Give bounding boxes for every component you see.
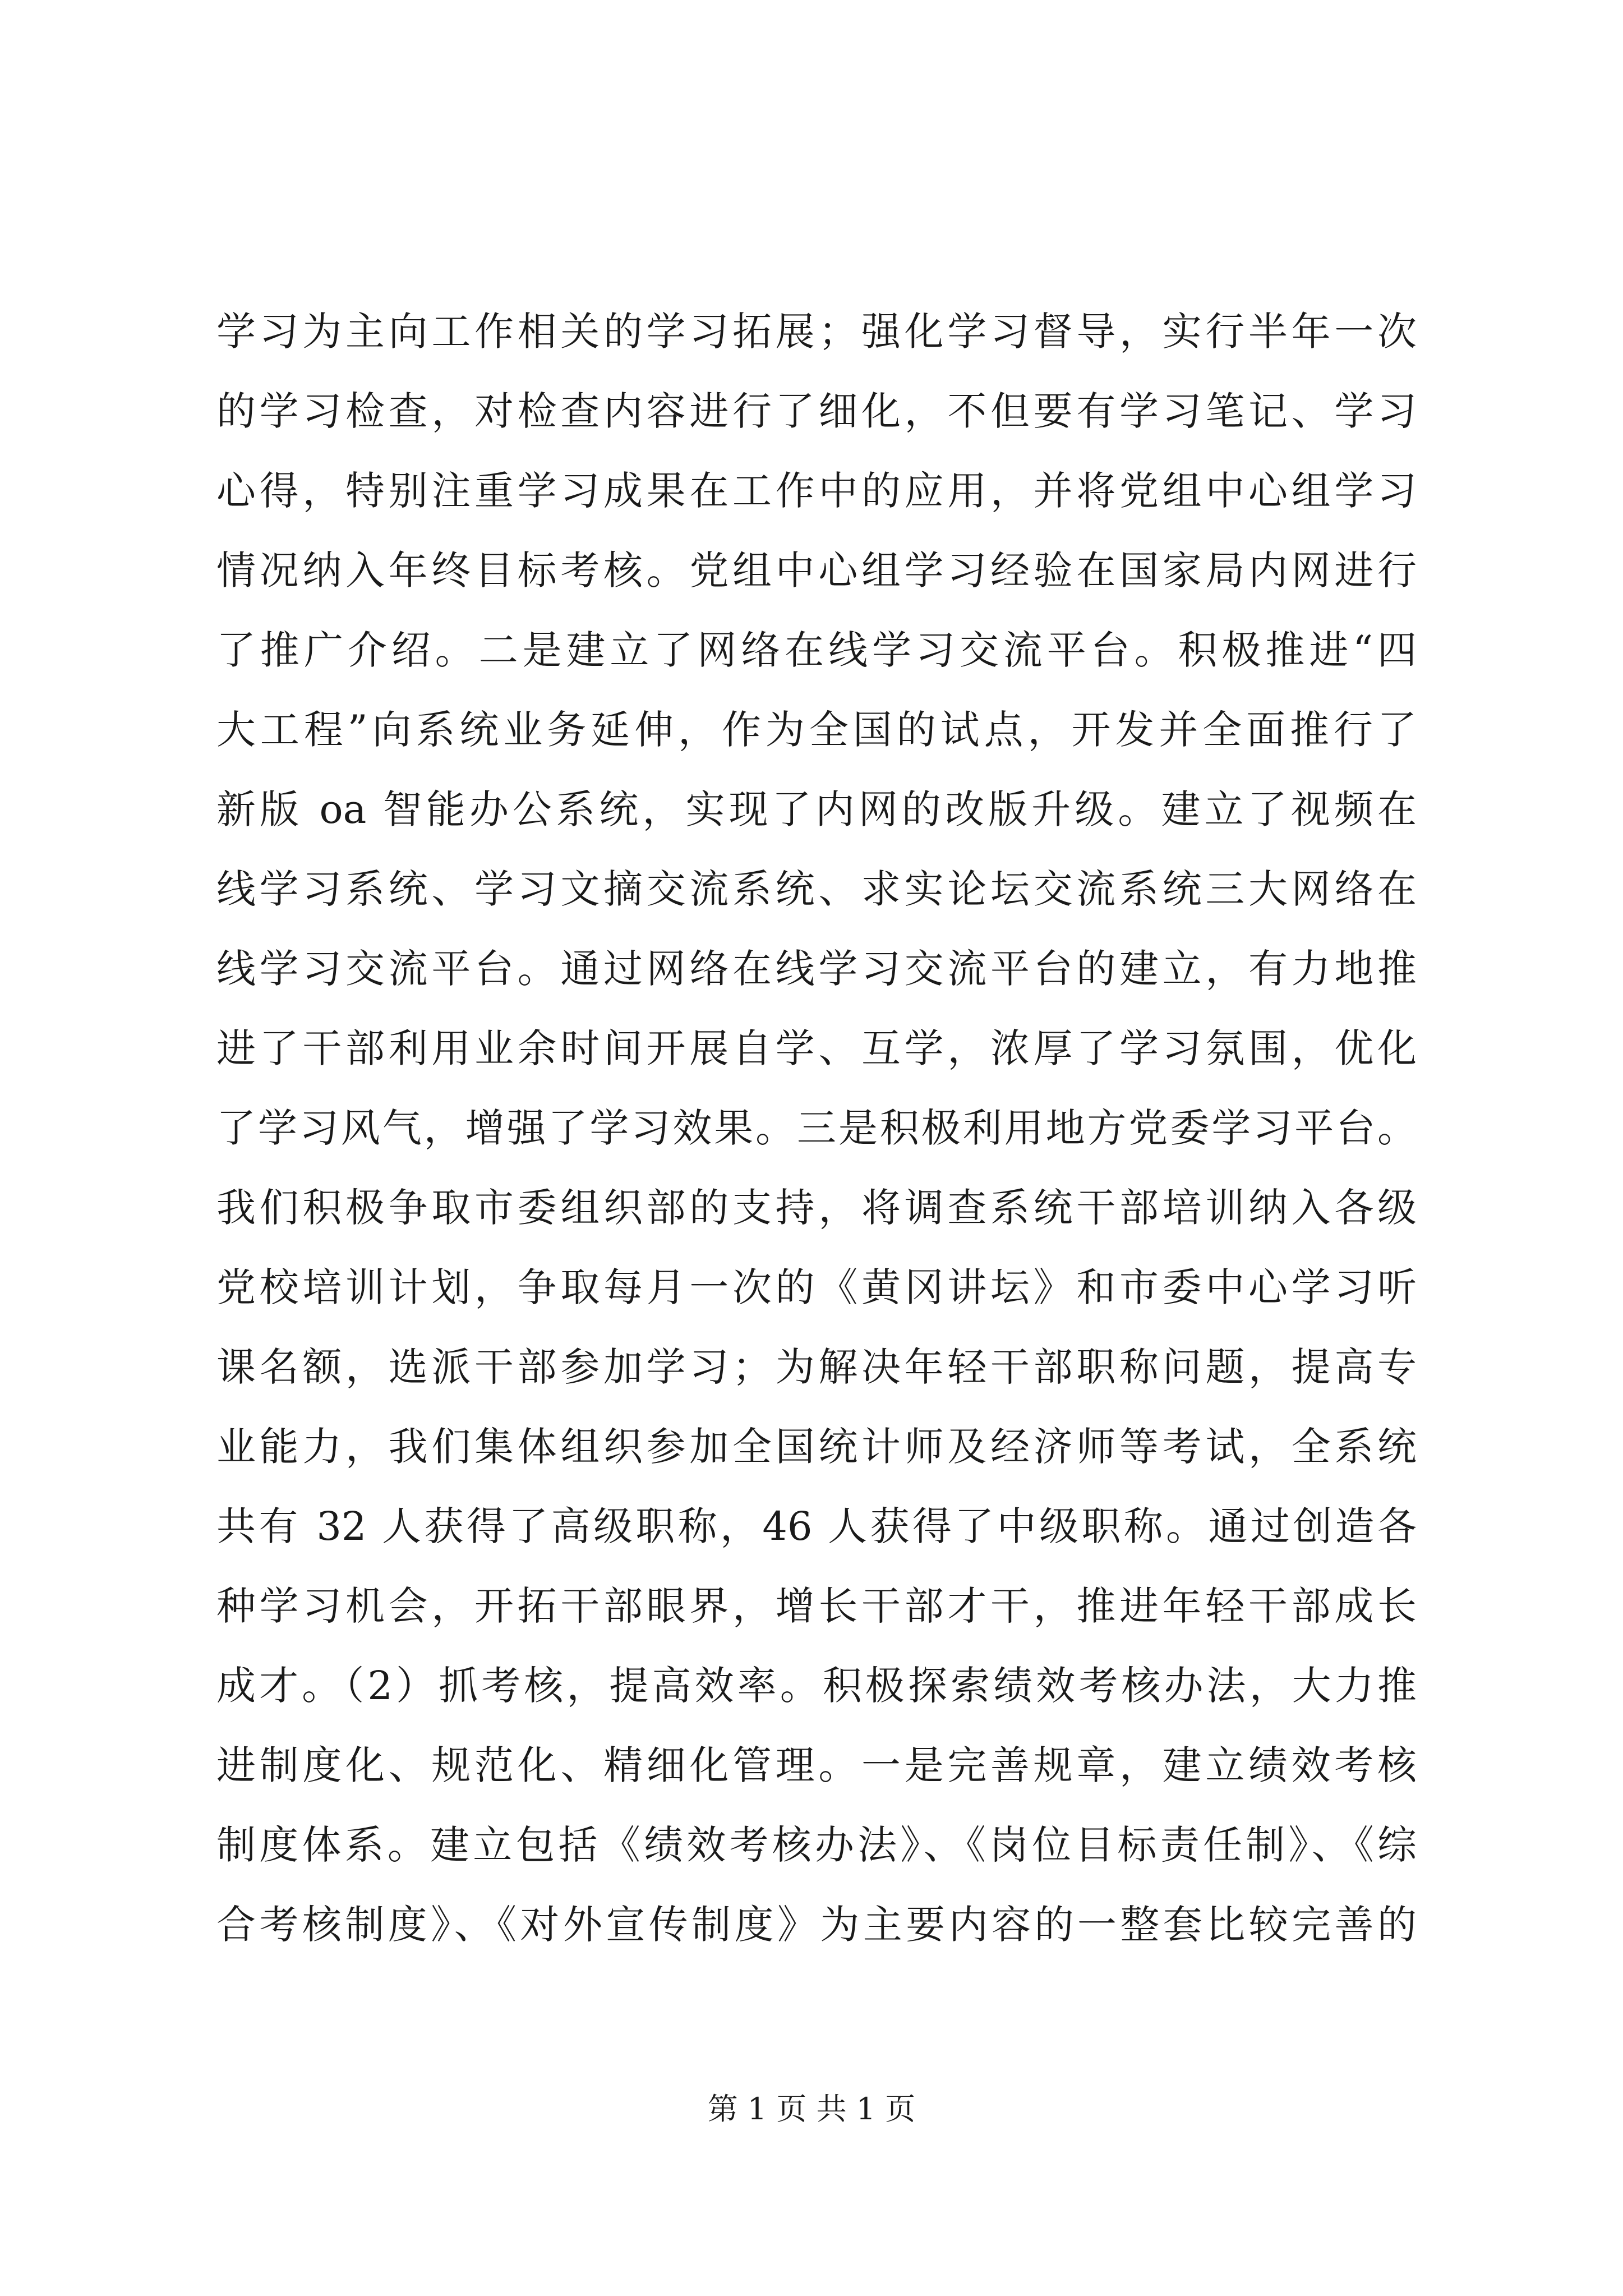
text-line: 合考核制度》、《对外宣传制度》为主要内容的一整套比较完善的	[216, 1902, 1417, 1948]
text-line: 线学习系统、学习文摘交流系统、求实论坛交流系统三大网络在	[216, 866, 1417, 912]
text-line: 进制度化、规范化、精细化管理。一是完善规章，建立绩效考核	[216, 1742, 1417, 1788]
body-text	[216, 292, 1417, 1964]
text-line: 了学习风气，增强了学习效果。三是积极利用地方党委学习平台。	[216, 1105, 1417, 1151]
text-line: 的学习检查，对检查内容进行了细化，不但要有学习笔记、学习	[216, 388, 1417, 434]
text-line: 成才。（2）抓考核，提高效率。积极探索绩效考核办法，大力推	[216, 1663, 1417, 1709]
text-line: 心得，特别注重学习成果在工作中的应用，并将党组中心组学习	[216, 468, 1417, 514]
text-line: 情况纳入年终目标考核。党组中心组学习经验在国家局内网进行	[216, 547, 1417, 593]
text-line: 党校培训计划，争取每月一次的《黄冈讲坛》和市委中心学习听	[216, 1264, 1417, 1310]
text-line: 课名额，选派干部参加学习；为解决年轻干部职称问题，提高专	[216, 1344, 1417, 1390]
text-line: 了推广介绍。二是建立了网络在线学习交流平台。积极推进“四	[216, 627, 1417, 673]
text-line: 进了干部利用业余时间开展自学、互学，浓厚了学习氛围，优化	[216, 1025, 1417, 1071]
text-line: 制度体系。建立包括《绩效考核办法》、《岗位目标责任制》、《综	[216, 1822, 1417, 1868]
page-footer	[0, 2087, 1623, 2132]
text-line: 大工程”向系统业务延伸，作为全国的试点，开发并全面推行了	[216, 707, 1417, 753]
text-line: 学习为主向工作相关的学习拓展；强化学习督导，实行半年一次	[216, 309, 1417, 355]
text-line: 线学习交流平台。通过网络在线学习交流平台的建立，有力地推	[216, 946, 1417, 992]
text-line: 共有 32 人获得了高级职称，46 人获得了中级职称。通过创造各	[216, 1503, 1417, 1549]
page-number-label: 第 1 页 共 1 页	[707, 2091, 916, 2127]
text-line: 种学习机会，开拓干部眼界，增长干部才干，推进年轻干部成长	[216, 1583, 1417, 1629]
text-line: 我们积极争取市委组织部的支持，将调查系统干部培训纳入各级	[216, 1185, 1417, 1231]
text-line: 新版 oa 智能办公系统，实现了内网的改版升级。建立了视频在	[216, 786, 1417, 832]
text-line: 业能力，我们集体组织参加全国统计师及经济师等考试，全系统	[216, 1424, 1417, 1470]
